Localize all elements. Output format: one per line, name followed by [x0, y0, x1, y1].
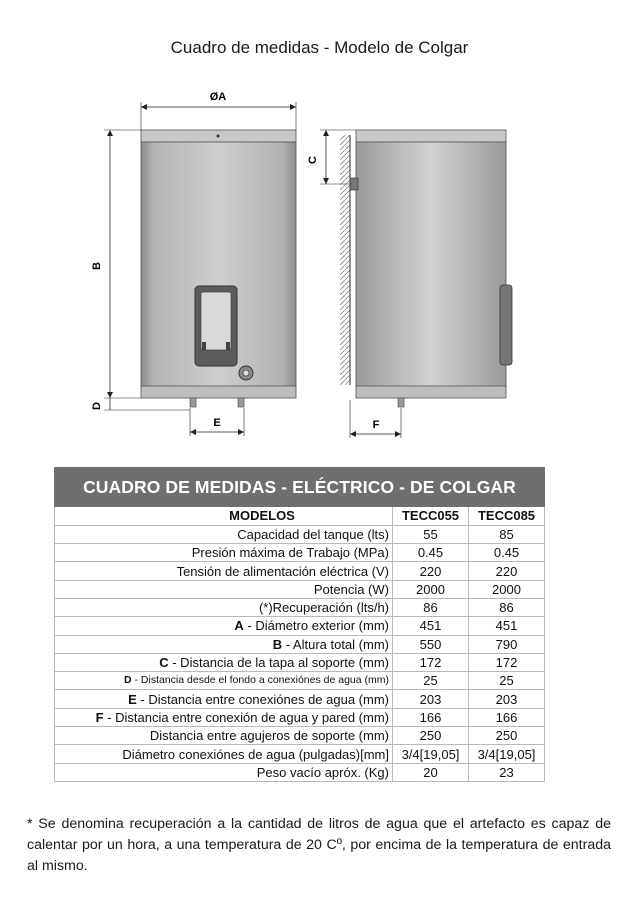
row-value-model-2: 203	[469, 690, 545, 708]
row-value-model-2: 2000	[469, 580, 545, 598]
row-text: - Diámetro exterior (mm)	[243, 618, 389, 634]
row-value-model-2: 3/4[19,05]	[469, 745, 545, 763]
row-label	[55, 580, 393, 598]
table-row	[55, 672, 545, 690]
row-value-model-2: 25	[469, 672, 545, 690]
row-value-model-2: 166	[469, 708, 545, 726]
row-label	[55, 690, 393, 708]
row-text: Presión máxima de Trabajo (MPa)	[191, 545, 389, 561]
table-row	[55, 525, 545, 543]
table-row	[55, 763, 545, 781]
table-row	[55, 544, 545, 562]
row-prefix: D	[124, 674, 132, 687]
column-model-1: TECC055	[393, 507, 469, 525]
row-value-model-1: 3/4[19,05]	[393, 745, 469, 763]
row-value-model-2: 172	[469, 653, 545, 671]
dimension-d-label: D	[91, 402, 103, 410]
row-value-model-1: 550	[393, 635, 469, 653]
row-prefix: A	[234, 618, 244, 634]
measurements-grid	[54, 507, 545, 782]
row-text: Tensión de alimentación eléctrica (V)	[176, 563, 389, 579]
row-text: - Distancia entre conexiónes de agua (mm)	[136, 691, 389, 707]
water-heater-diagram	[0, 80, 639, 450]
table-row	[55, 653, 545, 671]
row-value-model-2: 0.45	[469, 544, 545, 562]
footnote: * Se denomina recuperación a la cantidad de litros de agua que el artefacto es capaz de calentar por un hora, a una temperatura de 20 Cº, por encima de la temperatura de entrada al mismo.	[27, 816, 611, 874]
row-text: - Distancia entre conexión de agua y pared (mm)	[103, 709, 389, 725]
table-header: CUADRO DE MEDIDAS - ELÉCTRICO - DE COLGAR	[54, 467, 545, 507]
row-value-model-2: 220	[469, 562, 545, 580]
row-label	[55, 745, 393, 763]
row-value-model-2: 85	[469, 525, 545, 543]
row-value-model-1: 220	[393, 562, 469, 580]
page-title: Cuadro de medidas - Modelo de Colgar	[170, 38, 469, 57]
row-text: Diámetro conexiónes de agua (pulgadas)[mm]	[122, 746, 389, 762]
row-label	[55, 635, 393, 653]
side-view	[307, 130, 512, 438]
row-label	[55, 617, 393, 635]
row-value-model-2: 451	[469, 617, 545, 635]
row-text: - Distancia desde el fondo a conexiónes de agua (mm)	[131, 674, 389, 687]
row-value-model-1: 250	[393, 727, 469, 745]
row-text: - Distancia de la tapa al soporte (mm)	[168, 655, 389, 671]
row-text: Capacidad del tanque (lts)	[237, 526, 389, 542]
table-row	[55, 690, 545, 708]
row-label	[55, 598, 393, 616]
column-model-2: TECC085	[469, 507, 545, 525]
column-models: MODELOS	[55, 507, 393, 525]
table-row	[55, 745, 545, 763]
row-label	[55, 763, 393, 781]
table-row	[55, 727, 545, 745]
table-row	[55, 708, 545, 726]
measurements-table	[54, 467, 545, 782]
dimension-f-label: F	[372, 419, 380, 431]
row-value-model-1: 25	[393, 672, 469, 690]
row-label	[55, 544, 393, 562]
row-value-model-2: 250	[469, 727, 545, 745]
row-value-model-1: 451	[393, 617, 469, 635]
dimension-a-label: ØA	[209, 91, 227, 103]
table-row	[55, 617, 545, 635]
row-value-model-2: 23	[469, 763, 545, 781]
row-text: Distancia entre agujeros de soporte (mm)	[149, 728, 389, 744]
row-label	[55, 653, 393, 671]
row-value-model-1: 2000	[393, 580, 469, 598]
row-value-model-2: 790	[469, 635, 545, 653]
row-value-model-2: 86	[469, 598, 545, 616]
row-prefix: E	[128, 691, 137, 707]
front-view	[91, 91, 296, 436]
row-prefix: B	[272, 636, 283, 652]
row-prefix: F	[95, 709, 104, 725]
table-column-header-row	[55, 507, 545, 525]
row-value-model-1: 20	[393, 763, 469, 781]
row-prefix: (*)	[258, 600, 273, 616]
dimension-b-label: B	[91, 262, 103, 270]
table-row	[55, 580, 545, 598]
row-label	[55, 727, 393, 745]
row-label	[55, 562, 393, 580]
row-value-model-1: 166	[393, 708, 469, 726]
row-label	[55, 525, 393, 543]
dimension-e-label: E	[213, 417, 221, 429]
row-label	[55, 708, 393, 726]
row-value-model-1: 55	[393, 525, 469, 543]
table-row	[55, 562, 545, 580]
row-label	[55, 672, 393, 690]
table-row	[55, 635, 545, 653]
row-text: Peso vacío apróx. (Kg)	[256, 764, 389, 780]
table-row	[55, 598, 545, 616]
dimension-c-label: C	[307, 156, 319, 164]
row-value-model-1: 0.45	[393, 544, 469, 562]
row-value-model-1: 86	[393, 598, 469, 616]
row-text: - Altura total (mm)	[282, 636, 389, 652]
row-text: Potencia (W)	[313, 581, 389, 597]
row-prefix: C	[159, 655, 169, 671]
row-value-model-1: 172	[393, 653, 469, 671]
row-value-model-1: 203	[393, 690, 469, 708]
row-text: Recuperación (lts/h)	[272, 600, 389, 616]
